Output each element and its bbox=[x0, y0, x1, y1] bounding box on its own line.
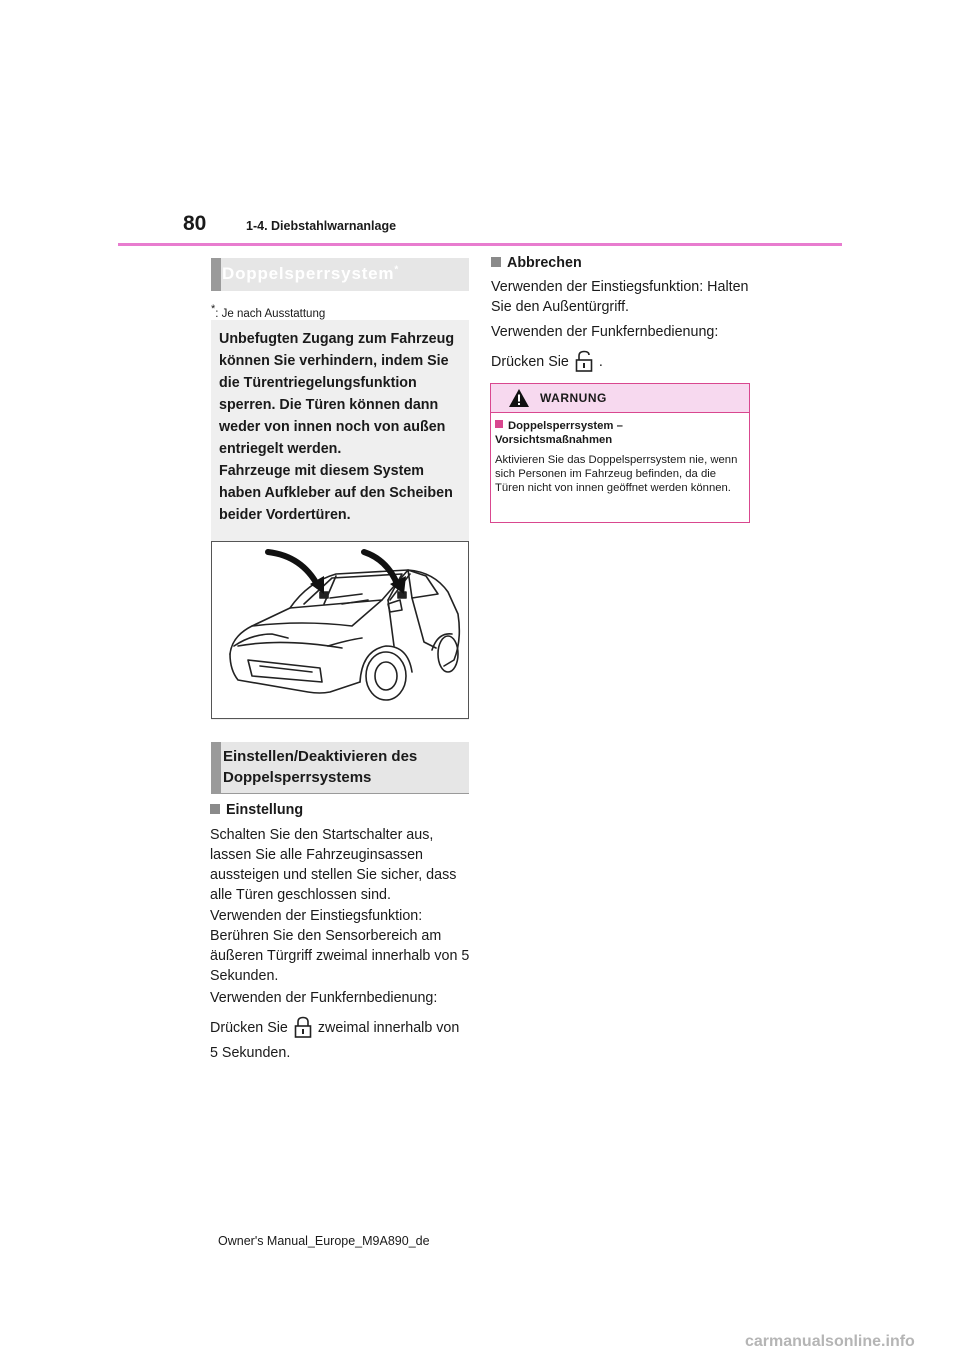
abbrechen-press-text: Drücken Sie bbox=[491, 354, 569, 370]
einstellung-paragraph-2: Verwenden der Einstiegsfunktion: Berühren Sie den Sensorbereich am äußeren Türgriff zweimal innerhalb von 5 Sekunden. bbox=[210, 908, 470, 984]
abbrechen-heading bbox=[491, 255, 582, 271]
intro-paragraph-2: Fahrzeuge mit diesem System haben Aufkleber auf den Scheiben beider Vordertüren. bbox=[219, 463, 453, 523]
section-title-text: Doppelsperrsystem bbox=[222, 264, 395, 283]
abbrechen-paragraph-2: Verwenden der Funkfernbedienung: bbox=[491, 324, 719, 340]
einstellung-heading-text: Einstellung bbox=[226, 802, 304, 818]
warning-triangle-icon bbox=[508, 388, 530, 408]
intro-box bbox=[211, 320, 469, 720]
car-illustration-icon bbox=[212, 542, 468, 718]
padlock-open-icon bbox=[575, 350, 593, 372]
footer: Owner's Manual_Europe_M9A890_de bbox=[218, 1234, 430, 1248]
footnote bbox=[211, 303, 325, 320]
chapter-title: 1-4. Diebstahlwarnanlage bbox=[246, 219, 397, 233]
subsection-title: Einstellen/Deaktivieren des Doppelsperrsystems bbox=[223, 748, 418, 786]
page-number: 80 bbox=[183, 212, 207, 235]
watermark: carmanualsonline.info bbox=[745, 1333, 915, 1350]
einstellung-press-text: Drücken Sie bbox=[210, 1020, 288, 1036]
section-title-bar bbox=[211, 258, 221, 291]
bullet-square-icon bbox=[210, 804, 220, 814]
warning-subtitle bbox=[495, 419, 743, 447]
subsection-title-box bbox=[211, 742, 469, 794]
footnote-text: : Je nach Ausstattung bbox=[215, 307, 326, 320]
section-title-mark: * bbox=[394, 264, 400, 276]
einstellung-paragraph-3: Verwenden der Funkfernbedienung: bbox=[210, 990, 438, 1006]
abbrechen-paragraph-3 bbox=[491, 350, 603, 372]
bullet-square-icon bbox=[491, 257, 501, 267]
footnote-mark: * bbox=[211, 303, 216, 315]
warning-title: WARNUNG bbox=[540, 391, 607, 405]
bullet-square-icon bbox=[495, 420, 503, 428]
header-divider bbox=[118, 243, 842, 246]
abbrechen-period: . bbox=[598, 354, 603, 370]
abbrechen-paragraph-1: Verwenden der Einstiegsfunktion: Halten Sie den Außentürgriff. bbox=[491, 279, 749, 315]
section-title bbox=[222, 264, 399, 284]
subsection-title-bar bbox=[211, 742, 221, 793]
warning-box bbox=[490, 383, 750, 523]
padlock-closed-icon bbox=[294, 1016, 312, 1038]
warning-text: Aktivieren Sie das Doppelsperrsystem nie, wenn sich Personen im Fahrzeug befinden, da die Türen nicht von innen geöffnet werden können. bbox=[495, 454, 738, 494]
car-illustration bbox=[211, 541, 469, 719]
warning-subtitle-text: Doppelsperrsystem – Vorsichtsmaßnahmen bbox=[495, 420, 623, 446]
warning-header bbox=[491, 384, 749, 413]
einstellung-twice-text: zweimal innerhalb von bbox=[317, 1020, 460, 1036]
section-title-box bbox=[211, 258, 469, 291]
einstellung-paragraph-4 bbox=[210, 1016, 459, 1038]
abbrechen-heading-text: Abbrechen bbox=[507, 255, 582, 271]
einstellung-heading bbox=[210, 802, 303, 818]
einstellung-paragraph-1: Schalten Sie den Startschalter aus, lassen Sie alle Fahrzeuginsassen aussteigen und stellen Sie sicher, dass alle Türen geschlossen sind. bbox=[210, 827, 457, 903]
einstellung-paragraph-5: 5 Sekunden. bbox=[210, 1045, 291, 1061]
intro-paragraph-1: Unbefugten Zugang zum Fahrzeug können Sie verhindern, indem Sie die Türentriegelungsfunktion sperren. Die Türen können dann weder von innen noch von außen entriegelt werden. bbox=[219, 331, 455, 457]
